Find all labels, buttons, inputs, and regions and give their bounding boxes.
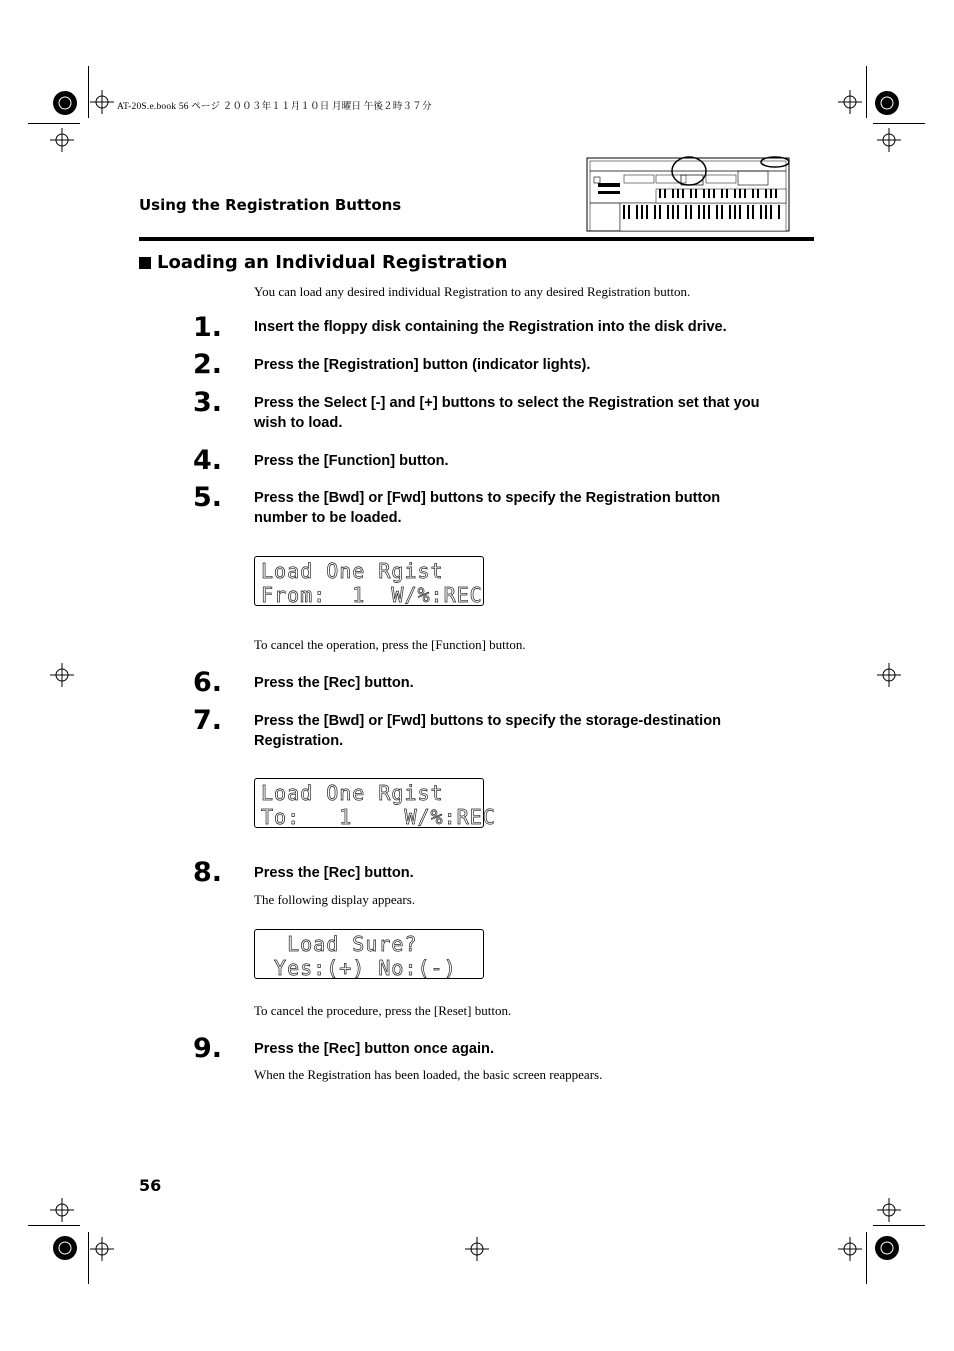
step-text: Press the Select [-] and [+] buttons to select the Registration set that you wish to load. [254, 395, 760, 431]
step-text: Insert the floppy disk containing the Registration into the disk drive. [254, 319, 727, 335]
note-text: The following display appears. [254, 892, 416, 907]
step-number: 6. [193, 667, 223, 698]
crosshair-icon [877, 1198, 901, 1222]
step-text: Press the [Bwd] or [Fwd] buttons to specify the Registration button number to be loaded. [254, 490, 721, 526]
lcd-display [254, 556, 484, 606]
square-bullet-icon [139, 257, 151, 269]
file-header-note: AT-20S.e.book 56 ページ ２００３年１１月１０日 月曜日 午後２時３７分 [117, 102, 432, 112]
lcd-line: Yes:(+) No:(-) [261, 956, 457, 980]
crop-mark [28, 1225, 80, 1226]
crosshair-icon [838, 1237, 862, 1261]
crosshair-icon [50, 128, 74, 152]
note-text: To cancel the operation, press the [Function] button. [254, 637, 526, 652]
step-text: Press the [Rec] button. [254, 675, 414, 691]
page-heading [139, 252, 507, 273]
registration-target-icon [52, 90, 78, 116]
intro-text: You can load any desired individual Registration to any desired Registration button. [254, 284, 691, 299]
lcd-line: Load One Rgist [261, 781, 444, 805]
registration-target-icon [874, 1235, 900, 1261]
crop-mark [873, 123, 925, 124]
step-text: Press the [Registration] button (indicator lights). [254, 357, 591, 373]
step-number: 2. [193, 349, 223, 380]
step-number: 9. [193, 1033, 223, 1064]
crop-mark [88, 66, 89, 118]
step-number: 1. [193, 312, 223, 343]
step-text: Press the [Function] button. [254, 453, 449, 469]
crosshair-icon [50, 1198, 74, 1222]
step-number: 4. [193, 445, 223, 476]
crop-mark [866, 66, 867, 118]
step-text: Press the [Rec] button once again. [254, 1041, 495, 1057]
step-number: 8. [193, 857, 223, 888]
lcd-display [254, 778, 496, 829]
crop-mark [873, 1225, 925, 1226]
page-number: 56 [139, 1176, 162, 1195]
crosshair-icon [838, 90, 862, 114]
crosshair-icon [877, 663, 901, 687]
crosshair-icon [50, 663, 74, 687]
step-number: 7. [193, 705, 223, 736]
note-text: To cancel the procedure, press the [Reset] button. [254, 1003, 512, 1018]
crop-mark [88, 1232, 89, 1284]
lcd-display [254, 929, 484, 979]
lcd-line: To: 1 W/%:REC [261, 805, 496, 829]
crosshair-icon [465, 1237, 489, 1261]
lcd-line: From: 1 W/%:REC [261, 583, 483, 607]
registration-target-icon [874, 90, 900, 116]
step-number: 3. [193, 387, 223, 418]
crop-mark [28, 123, 80, 124]
crosshair-icon [90, 1237, 114, 1261]
lcd-line: Load Sure? [261, 932, 418, 956]
step-text: Press the [Bwd] or [Fwd] buttons to specify the storage-destination Registration. [254, 713, 722, 749]
crop-mark [866, 1232, 867, 1284]
lcd-line: Load One Rgist [261, 559, 444, 583]
organ-panel-illustration [586, 155, 792, 233]
registration-target-icon [52, 1235, 78, 1261]
heading-text: Loading an Individual Registration [157, 252, 508, 273]
crosshair-icon [877, 128, 901, 152]
step-text: Press the [Rec] button. [254, 865, 414, 881]
section-header: Using the Registration Buttons [139, 196, 402, 214]
step-number: 5. [193, 482, 223, 513]
crosshair-icon [90, 90, 114, 114]
note-text: When the Registration has been loaded, the basic screen reappears. [254, 1067, 603, 1082]
section-rule [139, 237, 814, 241]
